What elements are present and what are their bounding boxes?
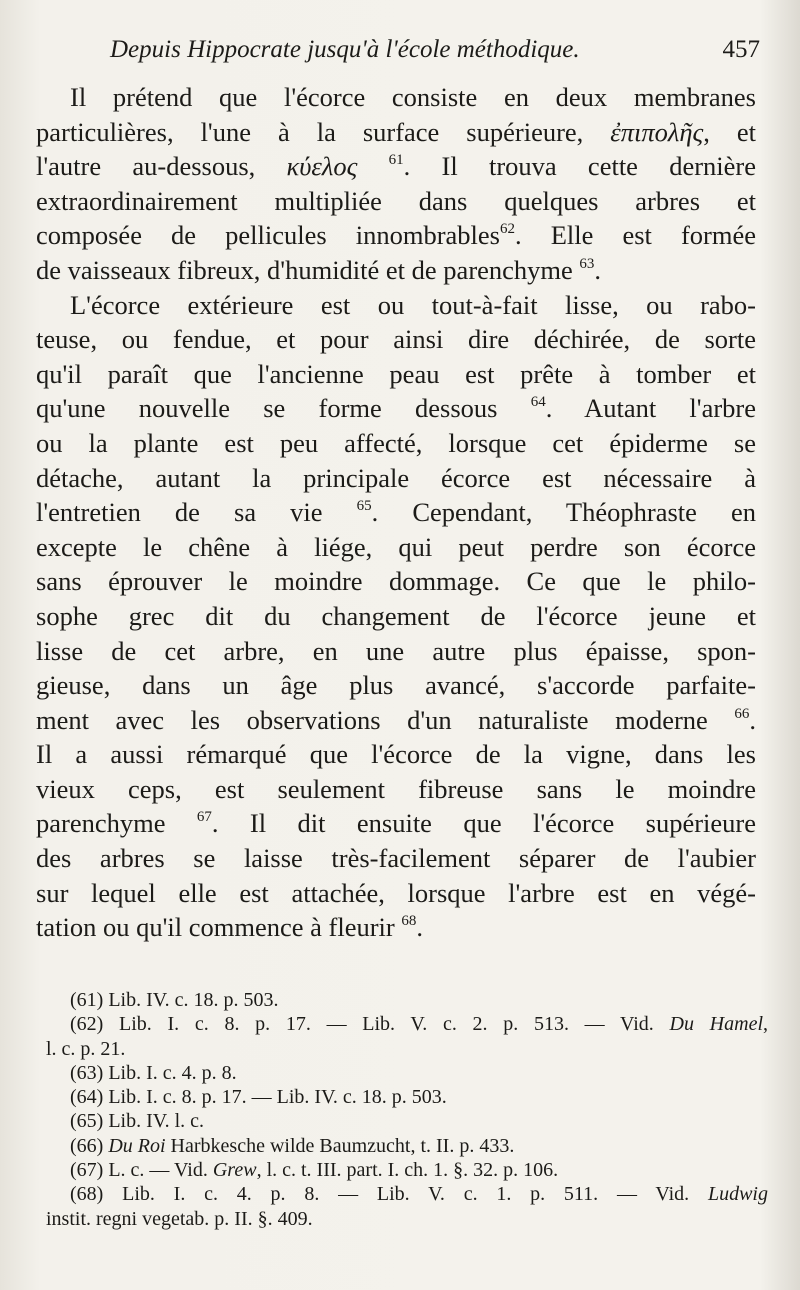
text-line: particulières, l'une à la surface supérieure, ἐπιπολῆς, et [36, 116, 757, 147]
footnote-ref: 68 [401, 913, 417, 930]
running-title: Depuis Hippocrate jusqu'à l'école méthodique. [110, 36, 580, 63]
footnote-62-cont: l. c. p. 21. [46, 1037, 126, 1060]
footnote-65: (65) Lib. IV. l. c. [70, 1110, 205, 1133]
text-line: vieux ceps, est seulement fibreuse sans le moindre [36, 773, 756, 804]
footnote-ref: 65 [356, 498, 372, 515]
paragraph-1 [36, 80, 756, 288]
text-line: des arbres se laisse très-facilement séparer de l'aubier [36, 843, 756, 874]
text-line: lisse de cet arbre, en une autre plus épaisse, spon- [36, 635, 756, 666]
text-line: L'écorce extérieure est ou tout-à-fait lisse, ou rabo- [70, 289, 756, 320]
text-line: teuse, ou fendue, et pour ainsi dire déchirée, de sorte [36, 324, 756, 355]
greek-word: κύελος [286, 151, 358, 182]
footnote-ref: 64 [530, 394, 546, 411]
paragraph-2 [36, 288, 756, 945]
text-line: parenchyme $^{67}$. Il dit ensuite que l'écorce supérieure [36, 808, 757, 839]
footnote-66: (66) Du Roi Harbkesche wilde Baumzucht, t. II. p. 433. [70, 1134, 515, 1157]
text-line: composée de pellicules innombrables$^{62}$. Elle est formée [36, 220, 756, 251]
text-line: ment avec les observations d'un naturaliste moderne $^{66}$. [36, 704, 757, 735]
text-line: de vaisseaux fibreux, d'humidité et de parenchyme $^{63}$. [36, 254, 602, 285]
text-line: gieuse, dans un âge plus avancé, s'accorde parfaite- [36, 670, 756, 701]
footnote-68: (68) Lib. I. c. 4. p. 8. — Lib. V. c. 1. p. 511. — Vid. Ludwig [70, 1183, 768, 1206]
text-line: extraordinairement multipliée dans quelques arbres et [36, 185, 756, 216]
text-line: tation ou qu'il commence à fleurir $^{68}$. [36, 912, 423, 943]
footnote-63: (63) Lib. I. c. 4. p. 8. [70, 1061, 237, 1084]
footnote-ref: 62 [500, 221, 515, 238]
text-line: ou la plante est peu affecté, lorsque cet épiderme se [36, 427, 756, 458]
page-number: 457 [722, 36, 760, 63]
text-line: sans éprouver le moindre dommage. Ce que le philo- [36, 566, 756, 597]
footnote-68-cont: instit. regni vegetab. p. II. §. 409. [46, 1207, 313, 1230]
text-line: l'entretien de sa vie $^{65}$. Cependant, Théophraste en [36, 497, 756, 528]
running-header [110, 36, 760, 72]
text-line: l'autre au-dessous, κύελος $^{61}$. Il trouva cette dernière [36, 151, 756, 182]
text-line: qu'il paraît que l'ancienne peau est prête à tomber et [36, 358, 756, 389]
greek-word: ἐπιπολῆς [610, 116, 704, 147]
footnote-ref: 66 [734, 705, 750, 722]
text-line: qu'une nouvelle se forme dessous $^{64}$. Autant l'arbre [36, 393, 756, 424]
main-text [36, 80, 756, 945]
footnote-ref: 67 [196, 809, 212, 826]
text-line: Il prétend que l'écorce consiste en deux membranes [70, 82, 756, 112]
text-line: détache, autant la principale écorce est nécessaire à [36, 462, 756, 493]
footnote-61: (61) Lib. IV. c. 18. p. 503. [70, 989, 279, 1011]
text-line: Il a aussi rémarqué que l'écorce de la vigne, dans les [36, 739, 756, 770]
text-line: sophe grec dit du changement de l'écorce jeune et [36, 600, 756, 631]
footnote-ref: 61 [388, 152, 404, 169]
footnote-64: (64) Lib. I. c. 8. p. 17. — Lib. IV. c. 18. p. 503. [70, 1086, 447, 1109]
text-line: excepte le chêne à liége, qui peut perdre son écorce [36, 531, 756, 562]
text-line: sur lequel elle est attachée, lorsque l'arbre est en végé- [36, 877, 756, 908]
footnote-ref: 63 [579, 255, 595, 272]
footnotes [46, 988, 768, 1231]
footnote-62: (62) Lib. I. c. 8. p. 17. — Lib. V. c. 2. p. 513. — Vid. Du Hamel, [70, 1013, 769, 1036]
footnote-67: (67) L. c. — Vid. Grew, l. c. t. III. part. I. ch. 1. §. 32. p. 106. [70, 1159, 559, 1182]
